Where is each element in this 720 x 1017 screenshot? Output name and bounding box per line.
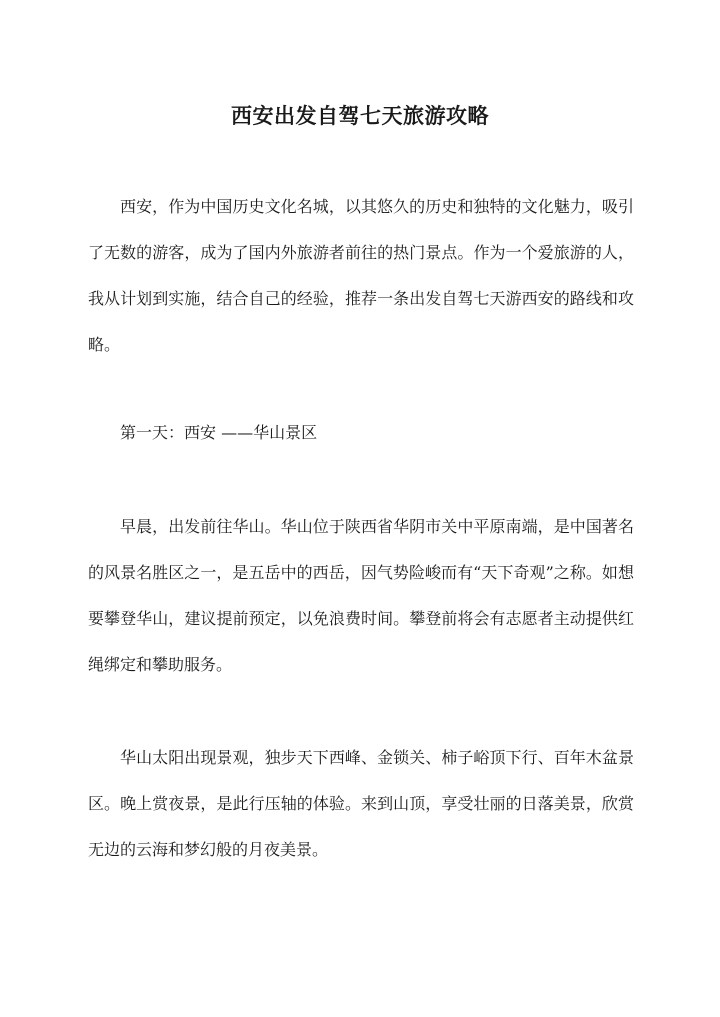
huashan-scenery-paragraph: 华山太阳出现景观，独步天下西峰、金锁关、柿子峪顶下行、百年木盆景区。晚上赏夜景，是此行压轴的体验。来到山顶，享受壮丽的日落美景，欣赏无边的云海和梦幻般的月夜美景。 bbox=[88, 748, 634, 859]
intro-paragraph: 西安，作为中国历史文化名城，以其悠久的历史和独特的文化魅力，吸引了无数的游客，成为了国内外旅游者前往的热门景点。作为一个爱旅游的人，我从计划到实施，结合自己的经验，推荐一条出发自驾七天游西安的路线和攻略。 bbox=[88, 197, 634, 354]
huashan-morning-paragraph: 早晨，出发前往华山。华山位于陕西省华阴市关中平原南端，是中国著名的风景名胜区之一，是五岳中的西岳，因气势险峻而有“天下奇观”之称。如想要攀登华山，建议提前预定，以免浪费时间。攀登前将会有志愿者主动提供红绳绑定和攀助服务。 bbox=[88, 517, 634, 674]
day-one-heading: 第一天：西安 ——华山景区 bbox=[120, 423, 318, 442]
page-title: 西安出发自驾七天旅游攻略 bbox=[231, 103, 489, 129]
